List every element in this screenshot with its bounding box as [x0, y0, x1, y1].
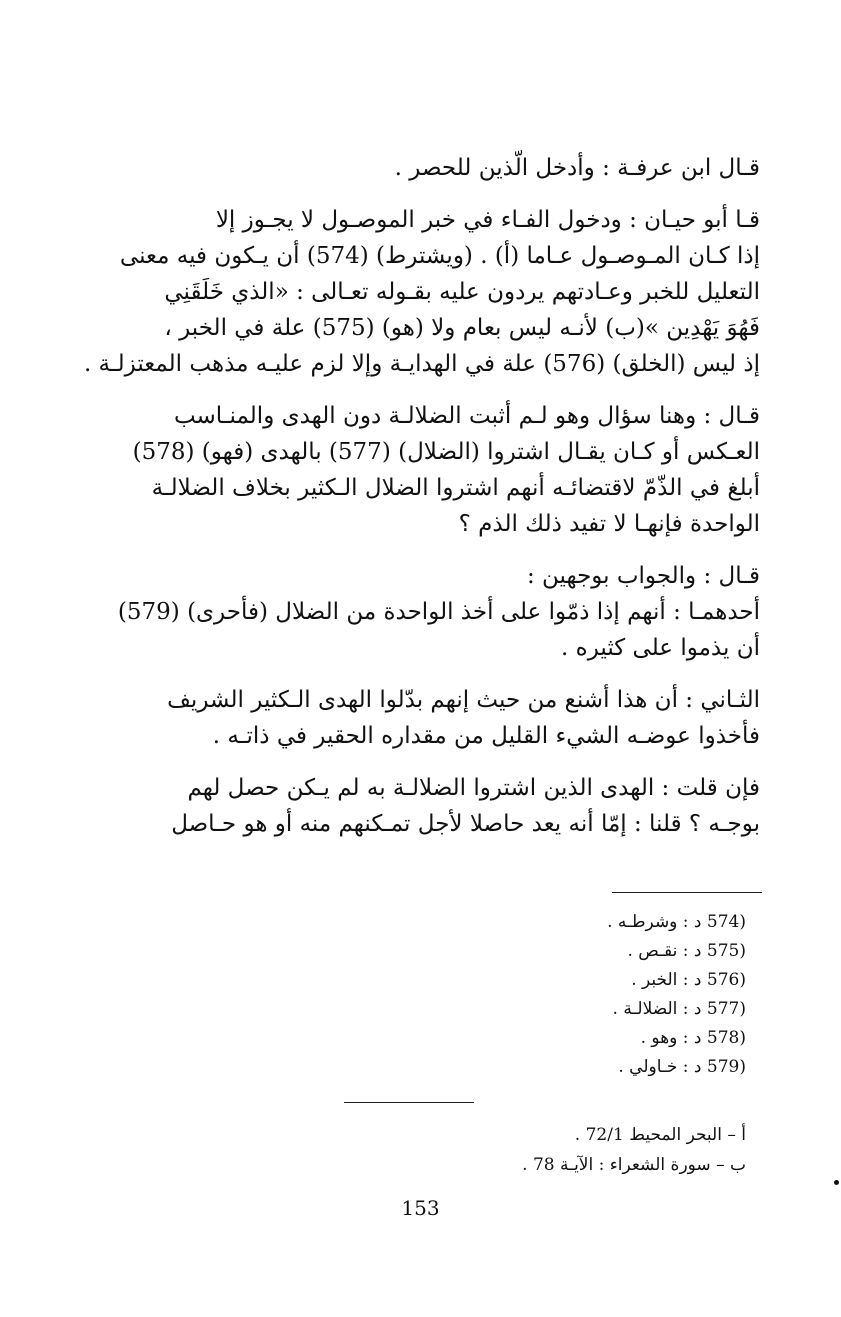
text-line: الواحدة فإنهـا لا تفيد ذلك الذم ؟: [458, 511, 760, 537]
reference: أ – البحر المحيط 72/1 .: [574, 1125, 746, 1145]
text-line: أبلغ في الذّمّ لاقتضائـه أنهم اشتروا الضلال الـكثير بخلاف الضلالـة: [151, 475, 760, 501]
paragraph: [80, 202, 760, 382]
footnote-number: (574: [706, 912, 746, 932]
text-line: فأخذوا عوضـه الشيء القليل من مقداره الحقير في ذاتـه .: [212, 723, 760, 749]
text-line: الثـاني : أن هذا أشنع من حيث إنهم بدّلوا الهدى الـكثير الشريف: [167, 687, 760, 713]
footnote: [386, 1053, 746, 1082]
reference-divider: [344, 1102, 474, 1103]
paragraph: [80, 682, 760, 754]
footnote-text: د : الضلالـة .: [612, 999, 702, 1019]
text-line: أحدهمـا : أنهم إذا ذمّوا على أخذ الواحدة من الضلال (فأحرى) (579): [117, 599, 760, 625]
footnote-text: د : نقـص .: [627, 941, 702, 961]
footnote-number: (576: [706, 970, 746, 990]
footnote-text: د : الخبر .: [631, 970, 702, 990]
footnote-number: (578: [706, 1028, 746, 1048]
text-line: أن يذموا على كثيره .: [561, 635, 760, 661]
reference: ب – سورة الشعراء : الآيـة 78 .: [522, 1155, 746, 1175]
footnote: [386, 1024, 746, 1053]
text-line: العـكس أو كـان يقـال اشتروا (الضلال) (577) بالهدى (فهو) (578): [132, 439, 760, 465]
text-line: التعليل للخبر وعـادتهم يردون عليه بقـوله تعـالى : «الذي خَلَقَنِي: [164, 279, 760, 305]
footnote-divider: [612, 892, 762, 893]
footnote-number: (575: [706, 941, 746, 961]
footnote: [386, 995, 746, 1024]
footnote-number: (577: [706, 999, 746, 1019]
footnote-text: د : وهو .: [640, 1028, 702, 1048]
text-line: قـال ابن عرفـة : وأدخل الّذين للحصر .: [394, 155, 760, 181]
text-line: إذ ليس (الخلق) (576) علة في الهدايـة وإلا لزم عليـه مذهب المعتزلـة .: [83, 351, 760, 377]
footnote: [386, 908, 746, 937]
page-number: 153: [401, 1196, 440, 1220]
paragraph: [80, 150, 760, 186]
text-line: قـا أبو حيـان : ودخول الفـاء في خبر الموصـول لا يجـوز إلا: [215, 207, 760, 233]
text-line: بوجـه ؟ قلنا : إمّا أنه يعد حاصلا لأجل تمـكنهم منه أو هو حـاصل: [171, 811, 760, 837]
references: [386, 1120, 746, 1180]
text-line: قـال : وهنا سؤال وهو لـم أثبت الضلالـة دون الهدى والمنـاسب: [173, 403, 760, 429]
footnote-text: د : خـاولي .: [618, 1057, 702, 1077]
footnotes: [386, 908, 746, 1082]
text-line: فَهُوَ يَهْدِين »(ب) لأنـه ليس بعام ولا (هو) (575) علة في الخبر ،: [164, 315, 760, 341]
text-line: إذا كـان المـوصـول عـاما (أ) . (ويشترط) (574) أن يـكون فيه معنى: [119, 243, 760, 269]
edge-mark: [834, 1180, 839, 1185]
text-line: فإن قلت : الهدى الذين اشتروا الضلالـة به لم يـكن حصل لهم: [187, 775, 760, 801]
text-line: قـال : والجواب بوجهين :: [526, 563, 760, 589]
paragraph: [80, 770, 760, 842]
footnote: [386, 966, 746, 995]
footnote: [386, 937, 746, 966]
paragraph: [80, 558, 760, 666]
paragraph: [80, 398, 760, 542]
main-text: [80, 150, 760, 842]
footnote-text: د : وشرطـه .: [607, 912, 702, 932]
footnote-number: (579: [706, 1057, 746, 1077]
